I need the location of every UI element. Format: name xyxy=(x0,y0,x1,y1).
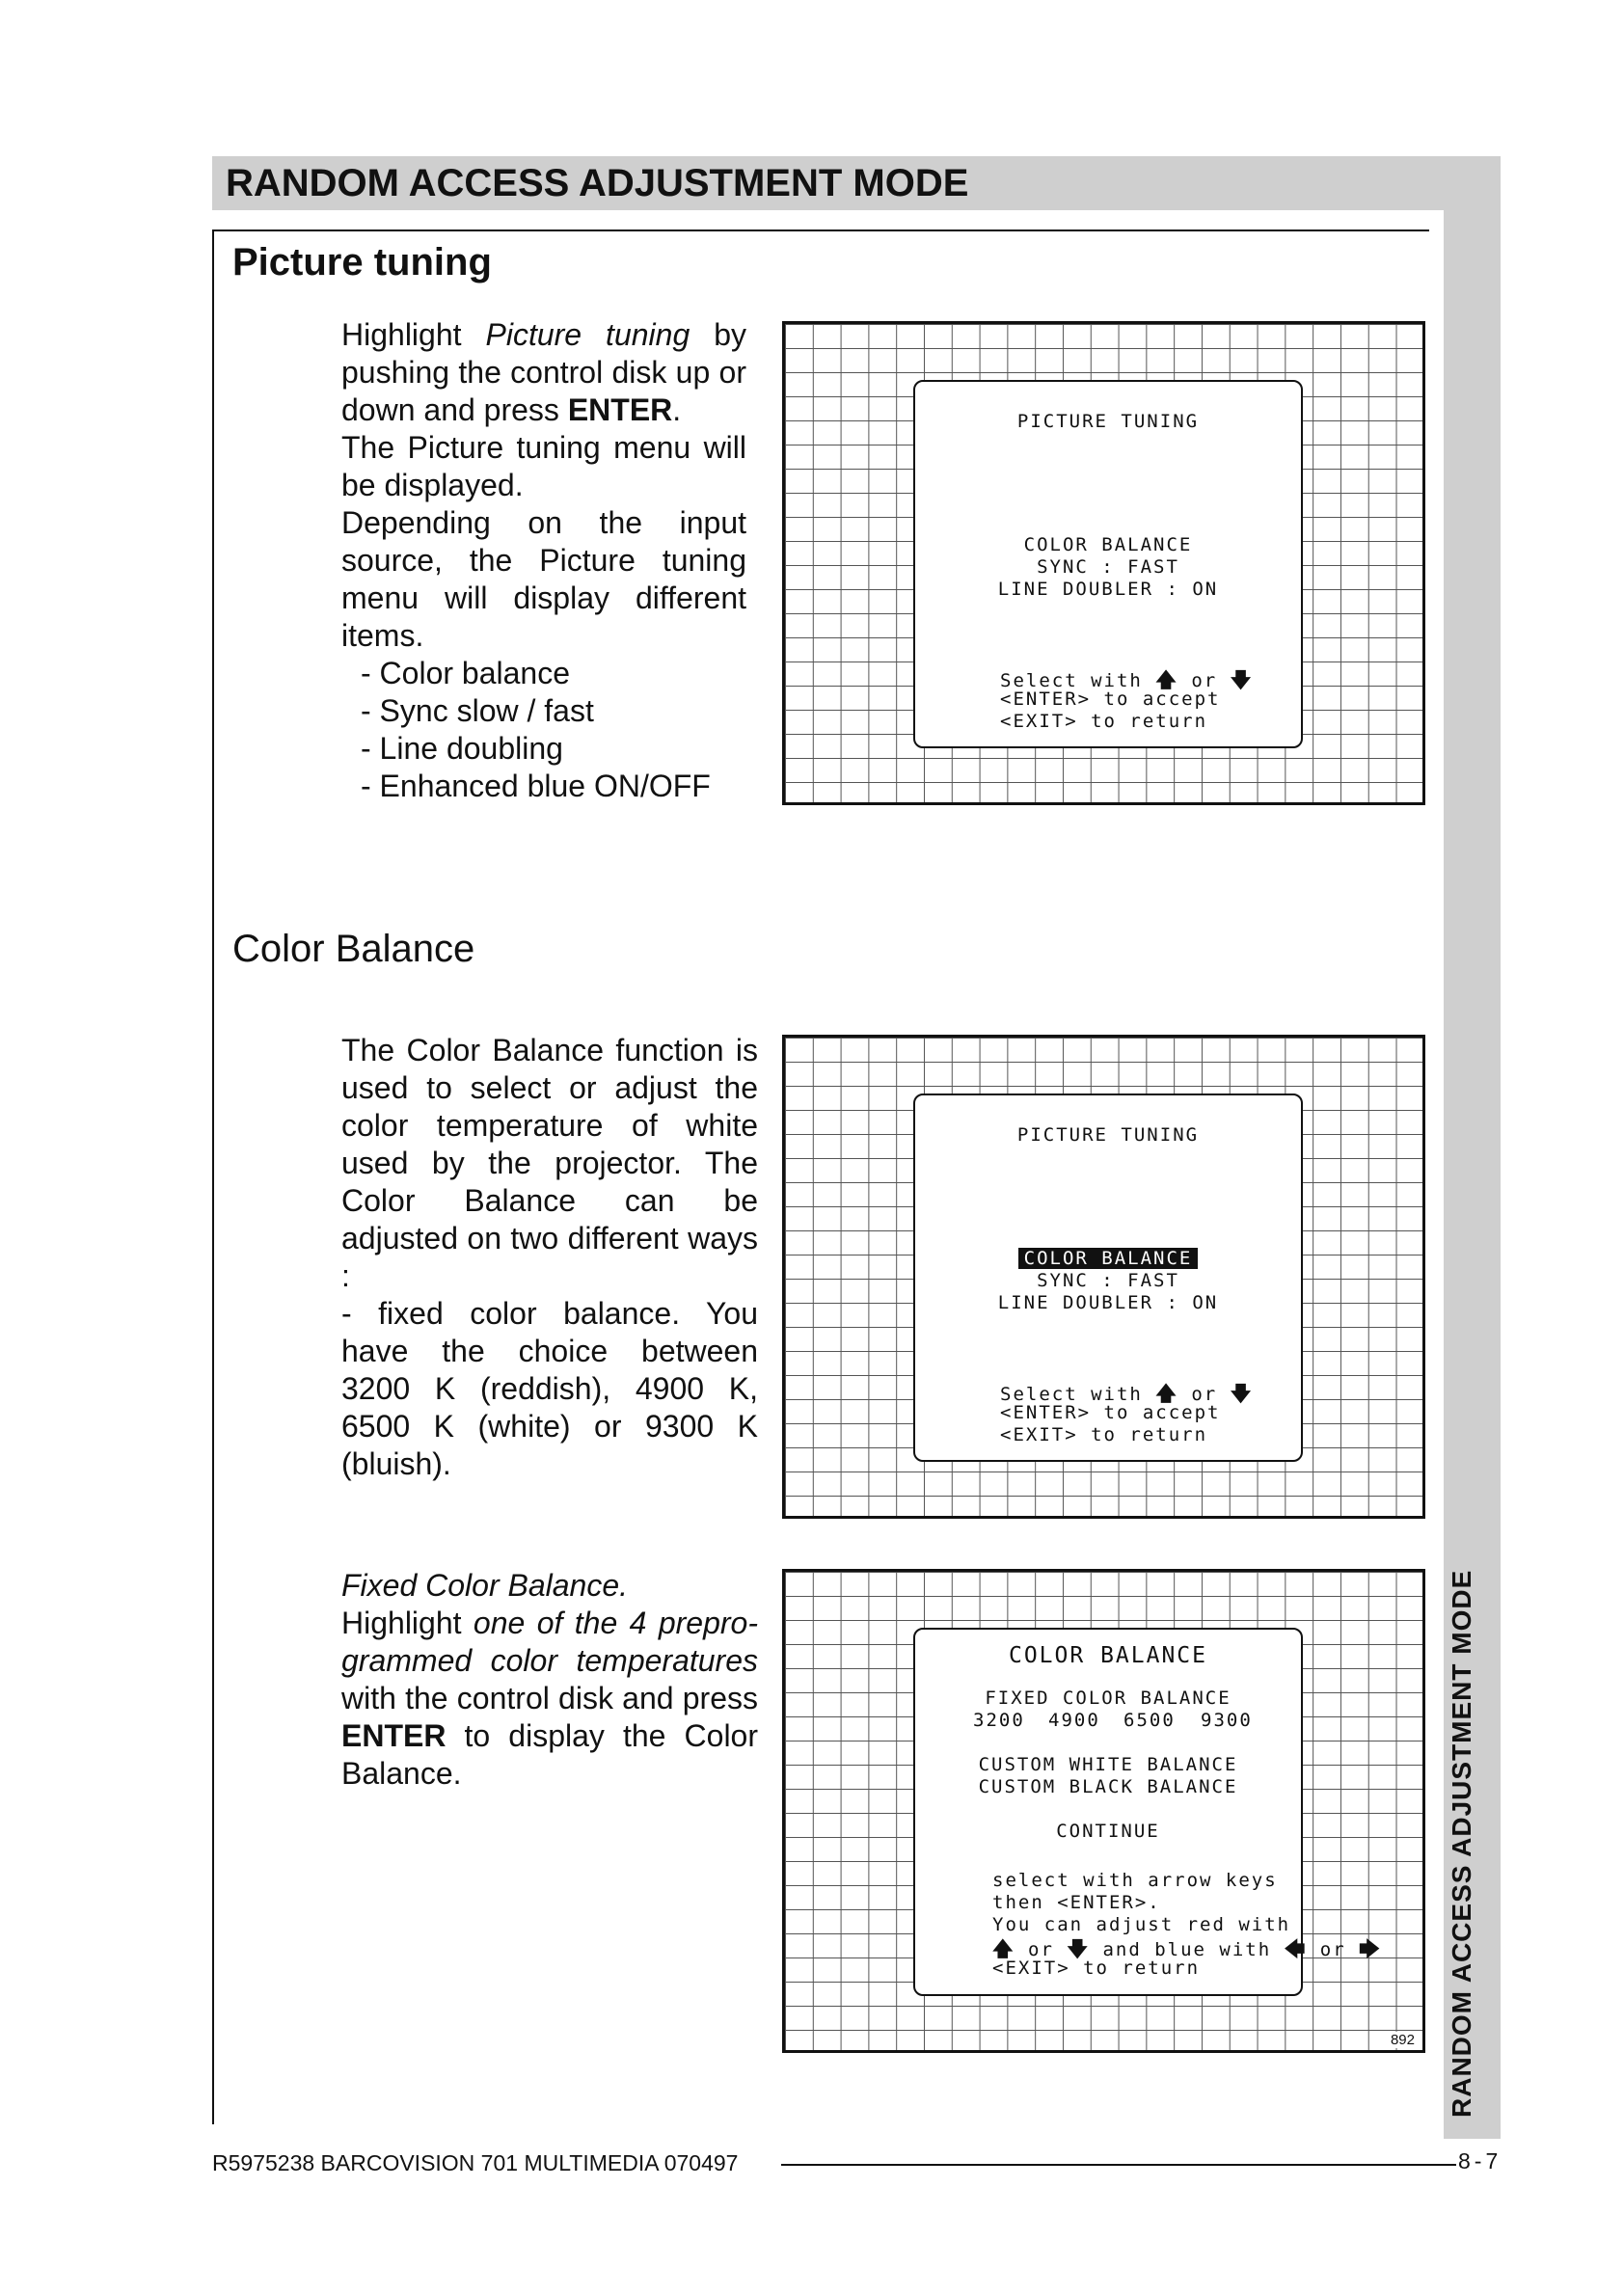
osd-item-line-doubler[interactable]: LINE DOUBLER : ON xyxy=(997,1292,1219,1313)
footer-rule xyxy=(781,2164,1456,2166)
osd-item-color-balance[interactable] xyxy=(915,1248,1301,1269)
list-item: - Color balance xyxy=(361,656,570,690)
footer-text: R5975238 BARCOVISION 701 MULTIMEDIA 070497 xyxy=(212,2150,739,2175)
down-arrow-icon: 🡇 xyxy=(1230,668,1254,691)
osd-item-custom-white[interactable]: CUSTOM WHITE BALANCE xyxy=(978,1754,1238,1775)
osd-title: COLOR BALANCE xyxy=(1008,1643,1207,1668)
osd-item-line-doubler[interactable]: LINE DOUBLER : ON xyxy=(997,579,1219,600)
osd-menu xyxy=(913,1628,1382,1996)
osd-help-arrows: 🡅 or 🡇 and blue with 🡄 or 🡆 xyxy=(992,1937,1382,1960)
osd-help-exit: <EXIT> to return xyxy=(1000,1424,1208,1445)
header-rule xyxy=(212,230,1429,231)
osd-item-color-balance[interactable]: COLOR BALANCE xyxy=(1023,534,1193,555)
paragraph: Fixed Color Balance. xyxy=(341,1568,629,1603)
down-arrow-icon: 🡇 xyxy=(1067,1937,1090,1960)
osd-item-continue[interactable]: CONTINUE xyxy=(1056,1821,1160,1842)
osd-help-enter: <ENTER> to accept xyxy=(1000,1402,1221,1423)
paragraph: The Color Balance function is used to select or adjust the color temperature of white used by the projector. The Color Balance can be adjusted on two different ways : xyxy=(341,1033,758,1293)
osd-screen-picture-tuning xyxy=(782,321,1425,805)
color-balance-text xyxy=(341,1032,758,1483)
temp-9300[interactable]: 9300 xyxy=(1201,1710,1253,1731)
left-rule xyxy=(212,230,214,2124)
up-arrow-icon: 🡅 xyxy=(992,1937,1015,1960)
osd-help-line: then <ENTER>. xyxy=(992,1892,1161,1913)
paragraph: - fixed color balance. You have the choice between 3200 K (reddish), 4900 K, 6500 K (white) or 9300 K (bluish). xyxy=(341,1296,758,1481)
down-arrow-icon: 🡇 xyxy=(1230,1382,1254,1405)
up-arrow-icon: 🡅 xyxy=(1155,668,1178,691)
page-number: 8-7 xyxy=(1458,2148,1502,2174)
osd-menu xyxy=(913,380,1303,748)
osd-title: PICTURE TUNING xyxy=(1016,1124,1200,1146)
paragraph: Highlight one of the 4 prepro-grammed color temperatures with the control disk and press ENTER to display the Color Balance. xyxy=(341,1606,759,1791)
picture-tuning-text xyxy=(341,316,746,805)
up-arrow-icon: 🡅 xyxy=(1155,1382,1178,1405)
section-title-color-balance: Color Balance xyxy=(232,928,475,970)
osd-menu xyxy=(913,1094,1303,1462)
left-arrow-icon: 🡄 xyxy=(1284,1937,1308,1960)
page-title: RANDOM ACCESS ADJUSTMENT MODE xyxy=(226,162,969,204)
list-item: - Line doubling xyxy=(361,731,563,766)
osd-help-exit: <EXIT> to return xyxy=(1000,711,1208,732)
osd-item-sync[interactable]: SYNC : FAST xyxy=(1037,556,1179,578)
section-title-picture-tuning: Picture tuning xyxy=(232,241,492,284)
side-title: RANDOM ACCESS ADJUSTMENT MODE xyxy=(1447,1569,1476,2118)
osd-screen-picture-tuning-highlighted xyxy=(782,1035,1425,1519)
list-item: - Sync slow / fast xyxy=(361,693,594,728)
right-arrow-icon: 🡆 xyxy=(1359,1937,1382,1960)
osd-help-line: You can adjust red with xyxy=(992,1914,1291,1935)
osd-fixed-label: FIXED COLOR BALANCE xyxy=(985,1688,1232,1709)
osd-title: PICTURE TUNING xyxy=(1016,411,1200,432)
osd-help-line: select with arrow keys xyxy=(992,1870,1278,1891)
figure-reference-number: 892 xyxy=(1390,2032,1415,2048)
fixed-color-balance-text xyxy=(341,1567,758,1793)
osd-help-exit: <EXIT> to return xyxy=(992,1958,1201,1979)
list-item: - Enhanced blue ON/OFF xyxy=(361,769,711,803)
osd-help-enter: <ENTER> to accept xyxy=(1000,688,1221,710)
osd-help-select: Select with 🡅 or 🡇 xyxy=(1000,1382,1254,1405)
temp-4900[interactable]: 4900 xyxy=(1048,1710,1100,1731)
osd-screen-color-balance xyxy=(782,1569,1425,2053)
paragraph: The Picture tuning menu will be displayed. xyxy=(341,430,746,502)
highlighted-item[interactable]: COLOR BALANCE xyxy=(1018,1248,1199,1269)
osd-help-select: Select with 🡅 or 🡇 xyxy=(1000,668,1254,691)
paragraph: Depending on the input source, the Picture tuning menu will display different items. xyxy=(341,505,746,653)
paragraph: Highlight Picture tuning by pushing the control disk up or down and press ENTER. xyxy=(341,317,746,427)
temp-3200[interactable]: 3200 xyxy=(973,1710,1025,1731)
osd-item-sync[interactable]: SYNC : FAST xyxy=(1037,1270,1179,1291)
temp-6500[interactable]: 6500 xyxy=(1123,1710,1176,1731)
osd-item-custom-black[interactable]: CUSTOM BLACK BALANCE xyxy=(978,1776,1238,1797)
